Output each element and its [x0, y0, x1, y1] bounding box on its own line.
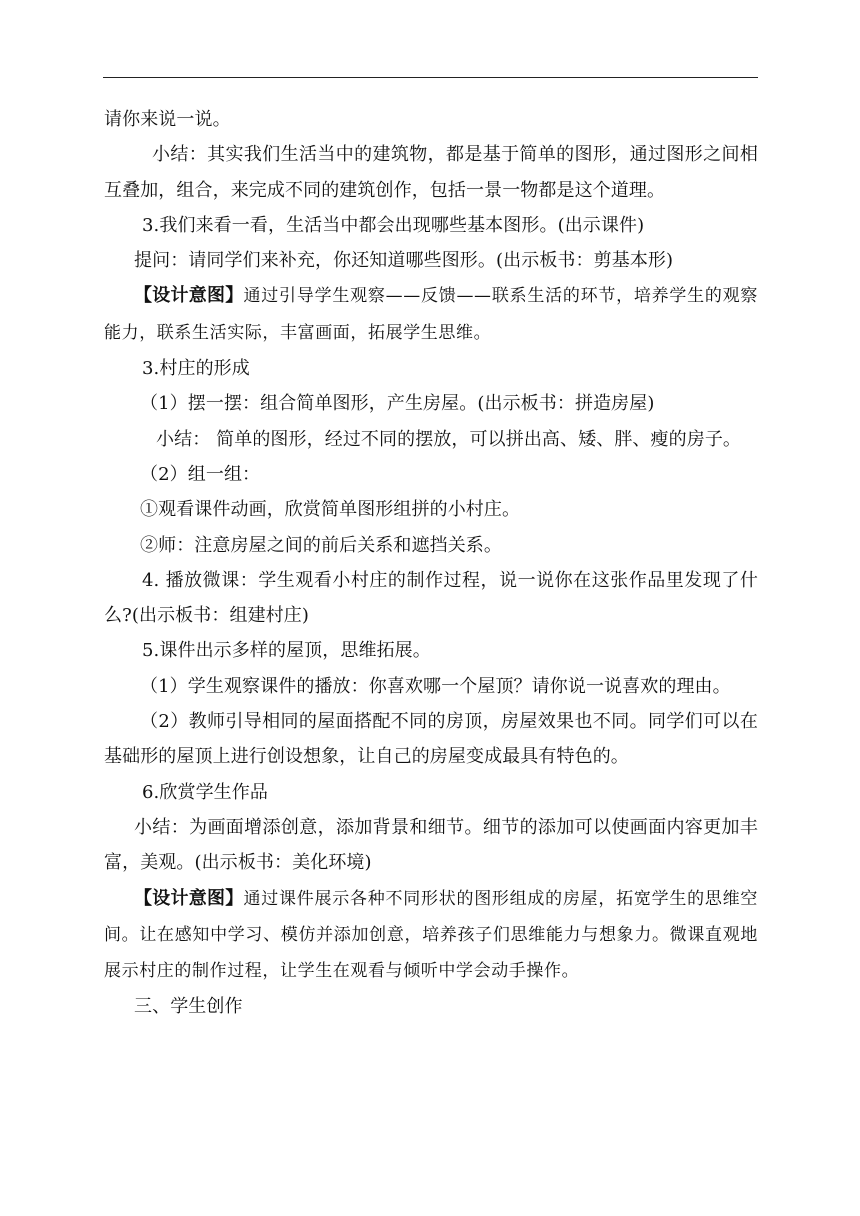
design-intent-note-1 — [104, 278, 758, 351]
document-body — [104, 102, 758, 1025]
paragraph-watch-animation: ①观看课件动画，欣赏简单图形组拼的小村庄。 — [140, 499, 521, 521]
paragraph-summary-houses: 小结： 简单的图形，经过不同的摆放，可以拼出高、矮、胖、瘦的房子。 — [156, 428, 742, 450]
paragraph-village-formation: 3.村庄的形成 — [142, 358, 250, 380]
design-intent-text: 通过引导学生观察——反馈——联系生活的环节，培养学生的观察能力，联系生活实际，丰富画面，拓展学生思维。 — [104, 286, 758, 343]
paragraph-appreciate-works: 6.欣赏学生作品 — [142, 781, 268, 803]
paragraph-basic-shapes: 3.我们来看一看，生活当中都会出现哪些基本图形。(出示课件) — [142, 214, 645, 236]
paragraph-roofs: 5.课件出示多样的屋顶，思维拓展。 — [142, 640, 431, 662]
paragraph-teacher-note: ②师：注意房屋之间的前后关系和遮挡关系。 — [140, 534, 502, 556]
design-intent-text: 通过课件展示各种不同形状的图形组成的房屋，拓宽学生的思维空间。让在感知中学习、模仿并添加创意，培养孩子们思维能力与想象力。微课直观地展示村庄的制作过程，让学生在观看与倾听中学会动手操作。 — [104, 888, 758, 982]
paragraph-summary-buildings: 小结：其实我们生活当中的建筑物，都是基于简单的图形，通过图形之间相互叠加，组合，来完成不同的建筑创作，包括一景一物都是这个道理。 — [104, 144, 758, 201]
paragraph-ask-to-speak: 请你来说一说。 — [104, 109, 231, 130]
section-heading-student-creation: 三、学生创作 — [134, 996, 243, 1018]
paragraph-observe-roofs: （1）学生观察课件的播放：你喜欢哪一个屋顶？请你说一说喜欢的理由。 — [140, 675, 731, 697]
design-intent-note-2 — [104, 881, 758, 990]
header-rule — [103, 77, 758, 78]
paragraph-question-shapes: 提问：请同学们来补充，你还知道哪些图形。(出示板书：剪基本形) — [134, 250, 674, 272]
design-intent-label: 【设计意图】 — [134, 887, 244, 909]
paragraph-arrange-shapes: （1）摆一摆：组合简单图形，产生房屋。(出示板书：拼造房屋) — [140, 393, 655, 415]
design-intent-label: 【设计意图】 — [134, 285, 244, 307]
paragraph-micro-lesson: 4. 播放微课：学生观看小村庄的制作过程，说一说你在这张作品里发现了什么?(出示板书：组建村庄) — [104, 569, 758, 627]
paragraph-teacher-guide: （2）教师引导相同的屋面搭配不同的房顶，房屋效果也不同。同学们可以在基础形的屋顶上进行创设想象，让自己的房屋变成最具有特色的。 — [104, 711, 758, 768]
paragraph-summary-details: 小结：为画面增添创意，添加背景和细节。细节的添加可以使画面内容更加丰富，美观。(出示板书：美化环境) — [104, 816, 758, 874]
paragraph-group: （2）组一组： — [140, 463, 261, 485]
